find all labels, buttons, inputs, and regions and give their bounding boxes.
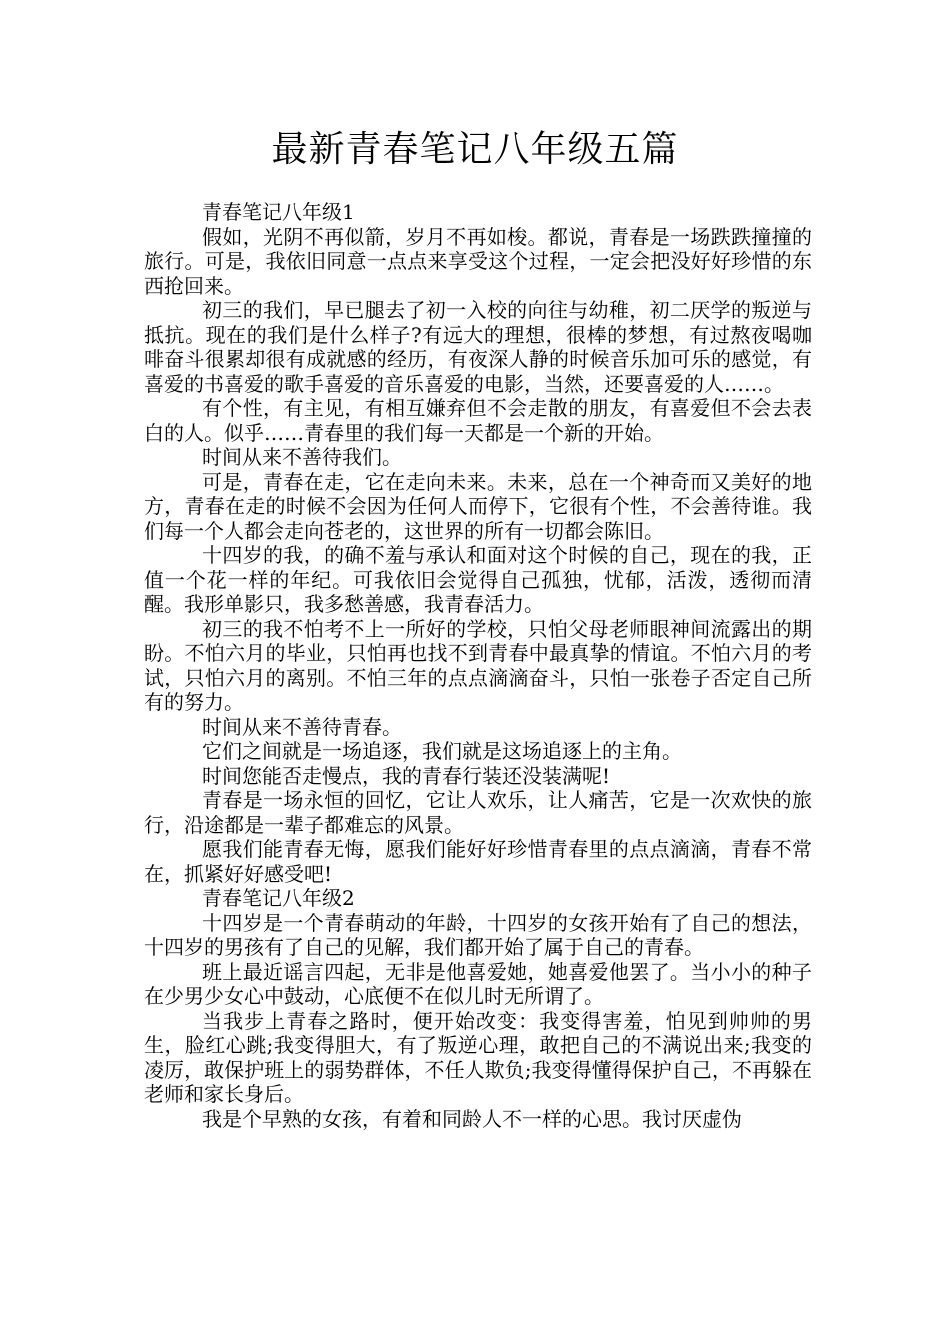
paragraph: 十四岁的我，的确不羞与承认和面对这个时候的自己，现在的我，正值一个花一样的年纪。可我依旧会觉得自己孤独，忧郁，活泼，透彻而清醒。我形单影只，我多愁善感，我青春活力。 xyxy=(144,543,812,616)
section-heading: 青春笔记八年级2 xyxy=(202,886,355,910)
paragraph: 青春是一场永恒的回忆，它让人欢乐，让人痛苦，它是一次欢快的旅行，沿途都是一辈子都难忘的风景。 xyxy=(144,788,812,837)
document-title: 最新青春笔记八年级五篇 xyxy=(271,129,679,170)
paragraph: 时间从来不善待青春。 xyxy=(202,714,402,739)
paragraph: 初三的我们，早已腿去了初一入校的向往与幼稚，初二厌学的叛逆与抵抗。现在的我们是什么样子?有远大的理想，很棒的梦想，有过熬夜喝咖啡奋斗很累却很有成就感的经历，有夜深人静的时候音乐加可乐的感觉，有喜爱的书喜爱的歌手喜爱的音乐喜爱的电影，当然，还要喜爱的人……。 xyxy=(144,298,812,396)
paragraph: 十四岁是一个青春萌动的年龄，十四岁的女孩开始有了自己的想法，十四岁的男孩有了自己的见解，我们都开始了属于自己的青春。 xyxy=(144,910,812,959)
paragraph: 当我步上青春之路时，便开始改变：我变得害羞，怕见到帅帅的男生，脸红心跳;我变得胆大，有了叛逆心理，敢把自己的不满说出来;我变的凌厉，敢保护班上的弱势群体，不任人欺负;我变得懂得保护自己，不再躲在老师和家长身后。 xyxy=(144,1008,812,1106)
paragraph: 它们之间就是一场追逐，我们就是这场追逐上的主角。 xyxy=(202,739,682,763)
paragraph: 愿我们能青春无悔，愿我们能好好珍惜青春里的点点滴滴，青春不常在，抓紧好好感受吧! xyxy=(144,837,812,886)
paragraph: 时间您能否走慢点，我的青春行装还没装满呢! xyxy=(202,763,611,788)
paragraph: 假如，光阴不再似箭，岁月不再如梭。都说，青春是一场跌跌撞撞的旅行。可是，我依旧同意一点点来享受这个过程，一定会把没好好珍惜的东西抢回来。 xyxy=(144,224,812,298)
paragraph: 我是个早熟的女孩，有着和同龄人不一样的心思。我讨厌虚伪 xyxy=(202,1106,742,1131)
paragraph: 初三的我不怕考不上一所好的学校，只怕父母老师眼神间流露出的期盼。不怕六月的毕业，只怕再也找不到青春中最真挚的情谊。不怕六月的考试，只怕六月的离别。不怕三年的点点滴滴奋斗，只怕一张卷子否定自己所有的努力。 xyxy=(144,616,812,714)
document-body xyxy=(144,200,812,1131)
paragraph: 时间从来不善待我们。 xyxy=(202,445,402,469)
section-heading: 青春笔记八年级1 xyxy=(202,200,355,224)
paragraph: 班上最近谣言四起，无非是他喜爱她，她喜爱他罢了。当小小的种子在少男少女心中鼓动，心底便不在似儿时无所谓了。 xyxy=(144,959,812,1008)
paragraph: 可是，青春在走，它在走向未来。未来，总在一个神奇而又美好的地方，青春在走的时候不会因为任何人而停下，它很有个性，不会善待谁。我们每一个人都会走向苍老的，这世界的所有一切都会陈旧。 xyxy=(144,469,812,543)
paragraph: 有个性，有主见，有相互嫌弃但不会走散的朋友，有喜爱但不会去表白的人。似乎……青春里的我们每一天都是一个新的开始。 xyxy=(144,396,812,445)
